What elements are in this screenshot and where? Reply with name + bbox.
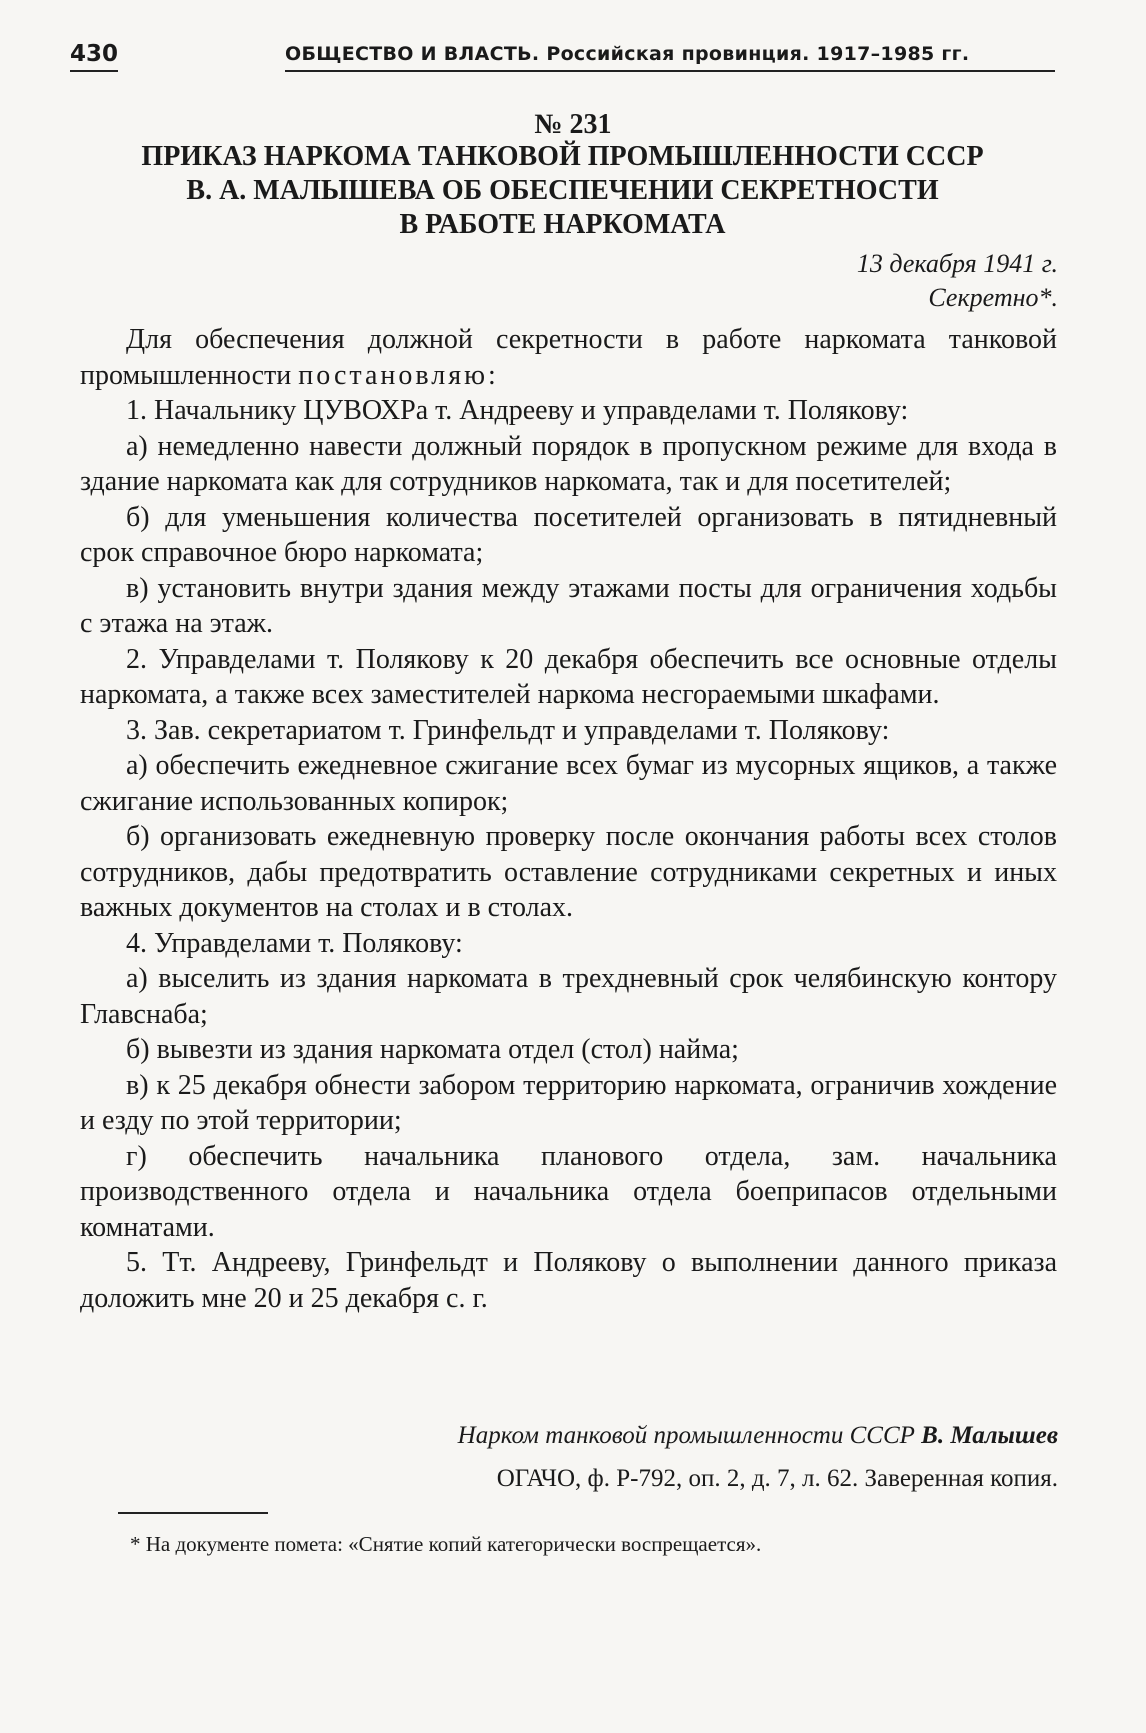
order-paragraph: 1. Начальнику ЦУВОХРа т. Андрееву и управделами т. Полякову:	[126, 395, 909, 426]
order-paragraph: в) установить внутри здания между этажами посты для ограничения ходьбы с этажа на этаж.	[80, 572, 1057, 639]
order-paragraph: б) организовать ежедневную проверку после окончания работы всех столов сотрудников, дабы предотвратить оставление сотрудниками секретных и иных важных документов на столах и в столах.	[80, 821, 1057, 923]
title-line: В. А. МАЛЫШЕВА ОБ ОБЕСПЕЧЕНИИ СЕКРЕТНОСТИ	[186, 175, 939, 206]
archive-reference: ОГАЧО, ф. Р-792, оп. 2, д. 7, л. 62. Заверенная копия.	[496, 1465, 1058, 1492]
order-paragraph: а) обеспечить ежедневное сжигание всех бумаг из мусорных ящиков, а также сжигание использованных копирок;	[80, 750, 1057, 817]
page-header	[70, 40, 1055, 72]
title-line: ПРИКАЗ НАРКОМА ТАНКОВОЙ ПРОМЫШЛЕННОСТИ СССР	[141, 141, 984, 172]
order-paragraph: 4. Управделами т. Полякову:	[126, 927, 463, 959]
order-paragraph: 2. Управделами т. Полякову к 20 декабря обеспечить все основные отделы наркомата, а также всех заместителей наркома несгораемыми шкафами.	[80, 643, 1057, 710]
order-paragraph: б) вывезти из здания наркомата отдел (стол) найма;	[126, 1034, 739, 1065]
document-date: 13 декабря 1941 г.	[856, 249, 1058, 278]
document-body	[80, 322, 1057, 1316]
order-paragraph: б) для уменьшения количества посетителей организовать в пятидневный срок справочное бюро наркомата;	[80, 501, 1057, 568]
page-number: 430	[70, 40, 118, 72]
running-title: ОБЩЕСТВО И ВЛАСТЬ. Российская провинция. 1917–1985 гг.	[285, 40, 1055, 72]
signatory-name: В. Малышев	[921, 1422, 1058, 1449]
footnote-divider	[118, 1512, 268, 1514]
order-paragraph: а) немедленно навести должный порядок в пропускном режиме для входа в здание наркомата как для сотрудников наркомата, так и для посетителей;	[80, 430, 1057, 497]
intro-spaced-word: постановляю:	[298, 359, 499, 391]
order-paragraph: 3. Зав. секретариатом т. Гринфельдт и управделами т. Полякову:	[126, 714, 890, 746]
order-paragraph: в) к 25 декабря обнести забором территорию наркомата, ограничив хождение и езду по этой территории;	[80, 1069, 1057, 1136]
order-paragraph: 5. Тт. Андрееву, Гринфельдт и Полякову о выполнении данного приказа доложить мне 20 и 25 декабря с. г.	[80, 1247, 1057, 1314]
footnote: * На документе помета: «Снятие копий категорически воспрещается».	[130, 1532, 762, 1556]
order-paragraph: г) обеспечить начальника планового отдела, зам. начальника производственного отдела и начальника отдела боеприпасов отдельными комнатами.	[80, 1140, 1057, 1243]
document-title	[70, 140, 1055, 242]
intro-text: Для обеспечения должной секретности в работе наркомата танковой промышленности	[80, 324, 1057, 391]
order-paragraph: а) выселить из здания наркомата в трехдневный срок челябинскую контору Главснаба;	[80, 963, 1057, 1030]
intro-paragraph	[80, 322, 1057, 393]
signature	[458, 1420, 1058, 1452]
signatory-position: Нарком танковой промышленности СССР	[457, 1422, 915, 1449]
document-number: № 231	[534, 109, 612, 140]
classification-mark: Секретно*.	[928, 283, 1058, 312]
title-line: В РАБОТЕ НАРКОМАТА	[399, 209, 726, 240]
